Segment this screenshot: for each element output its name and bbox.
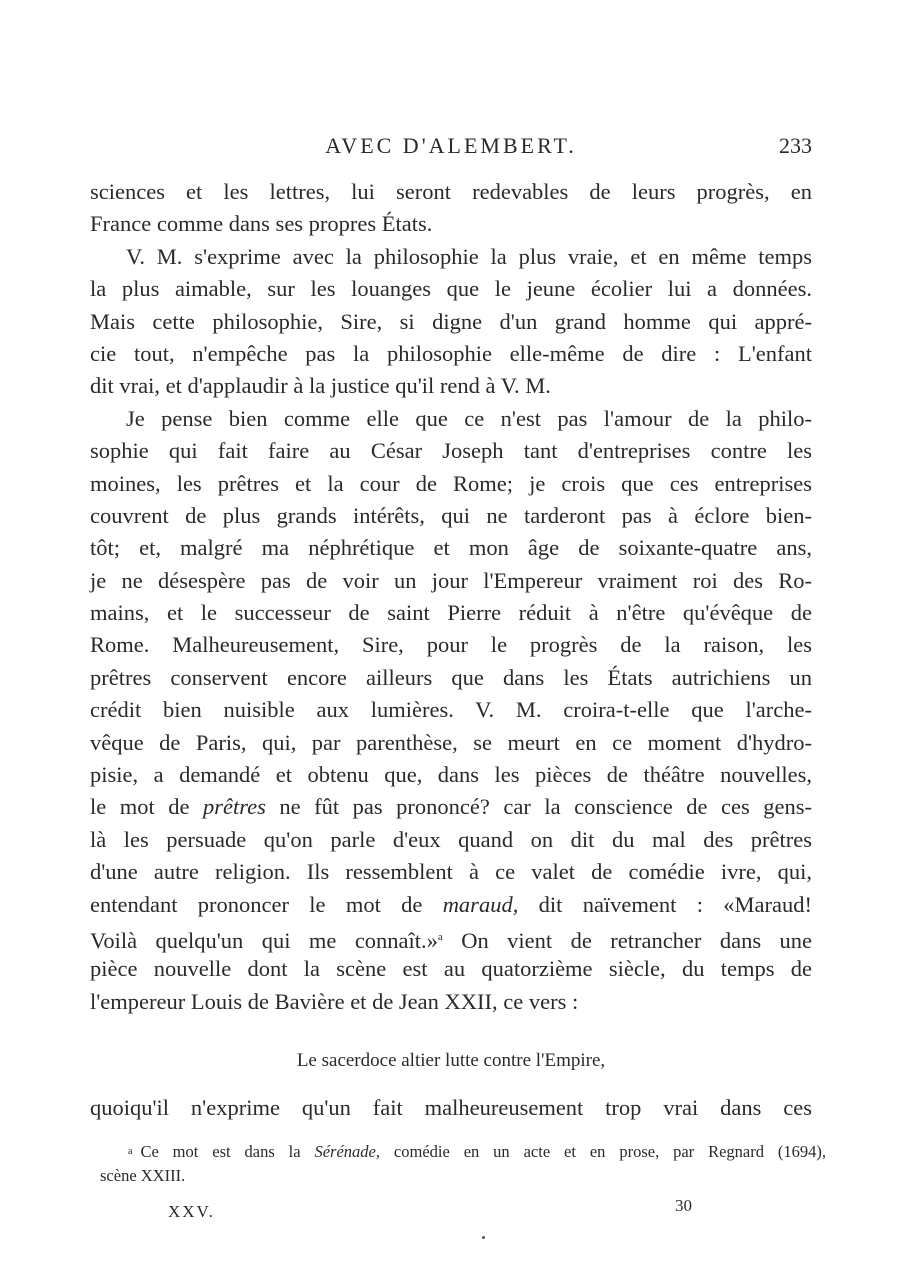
text-line: couvrent de plus grands intérêts, qui ne tarderont pas à éclore bien- [90,502,812,528]
text-line [90,791,812,823]
text-line [90,889,812,921]
footnote-line [100,1140,826,1164]
text-line: cie tout, n'empêche pas la philosophie elle-même de dire : L'enfant [90,340,812,366]
text-line: la plus aimable, sur les louanges que le jeune écolier lui a données. [90,276,812,302]
sheet-signature: 30 [675,1196,692,1215]
text-line: prêtres conservent encore ailleurs que dans les États autrichiens un [90,664,812,690]
text-line: crédit bien nuisible aux lumières. V. M. croira-t-elle que l'arche- [90,697,812,723]
footnote-reference: a [437,930,443,943]
text-line: dit vrai, et d'applaudir à la justice qu'il rend à V. M. [90,373,551,399]
text-line: d'une autre religion. Ils ressemblent à ce valet de comédie ivre, qui, [90,859,812,885]
footnote-italic: Sérénade, [314,1142,380,1161]
footnote [100,1140,826,1188]
text-line: sciences et les lettres, lui seront redevables de leurs progrès, en [90,179,812,204]
text-segment: Voilà quelqu'un qui me connaît.» [90,927,438,953]
text-line: moines, les prêtres et la cour de Rome; je crois que ces entreprises [90,470,812,496]
text-line: là les persuade qu'on parle d'eux quand on dit du mal des prêtres [90,826,812,852]
footnote-mark: a [128,1146,133,1157]
footnote-text: Ce mot est dans la [140,1142,315,1161]
text-segment: dit naïvement : «Maraud! [518,891,812,917]
footnote-text: comédie en un acte et en prose, par Regnard (1694), [380,1142,826,1161]
running-head [90,128,812,164]
text-segment: entendant prononcer le mot de [90,891,443,917]
text-line: je ne désespère pas de voir un jour l'Empereur vraiment roi des Ro- [90,567,812,593]
text-line: mains, et le successeur de saint Pierre réduit à n'être qu'évêque de [90,600,812,626]
volume-signature: XXV. [168,1202,215,1221]
body-text [90,176,812,1018]
text-line: tôt; et, malgré ma néphrétique et mon âge de soixante-quatre ans, [90,535,812,561]
text-line: Mais cette philosophie, Sire, si digne d'un grand homme qui appré- [90,308,812,334]
text-line: sophie qui fait faire au César Joseph tant d'entreprises contre les [90,438,812,464]
text-line: pièce nouvelle dont la scène est au quatorzième siècle, du temps de [90,956,812,982]
text-segment: le mot de [90,794,203,820]
print-mark [482,1236,485,1239]
text-line: Je pense bien comme elle que ce n'est pas l'amour de la philo- [126,405,812,431]
text-line: V. M. s'exprime avec la philosophie la plus vraie, et en même temps [126,243,812,269]
running-title: AVEC D'ALEMBERT. [325,133,577,158]
text-line: pisie, a demandé et obtenu que, dans les pièces de théâtre nouvelles, [90,762,812,788]
text-line: France comme dans ses propres États. [90,211,433,237]
text-line: Rome. Malheureusement, Sire, pour le progrès de la raison, les [90,632,812,658]
quoted-verse: Le sacerdoce altier lutte contre l'Empire, [296,1050,606,1071]
text-line: l'empereur Louis de Bavière et de Jean XXII, ce vers : [90,988,579,1014]
italic-word: maraud, [442,891,519,917]
italic-word: prêtres [203,794,266,820]
text-line [90,921,812,953]
page-number: 233 [779,133,812,158]
text-line: vêque de Paris, qui, par parenthèse, se meurt en ce moment d'hydro- [90,729,812,755]
text-line: quoiqu'il n'exprime qu'un fait malheureusement trop vrai dans ces [90,1095,812,1120]
text-segment: ne fût pas prononcé? car la conscience de ces gens- [265,794,812,820]
text-segment: On vient de retrancher dans une [442,927,812,953]
footnote-line: scène XXIII. [100,1166,186,1185]
